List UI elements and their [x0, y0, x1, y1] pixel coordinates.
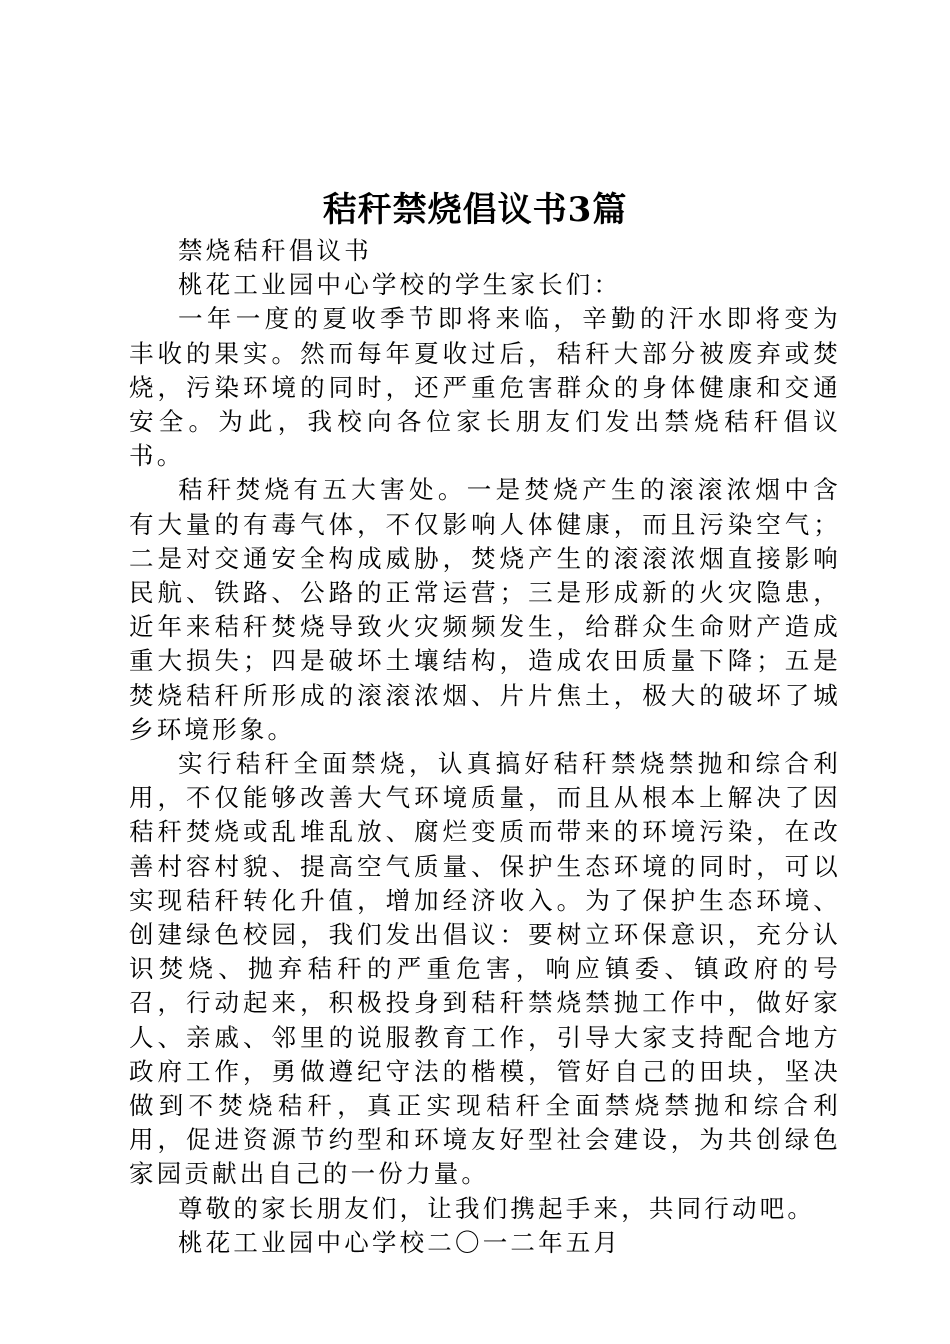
body-paragraph: 实行秸秆全面禁烧，认真搞好秸秆禁烧禁抛和综合利用，不仅能够改善大气环境质量，而且从根本上解决了因秸秆焚烧或乱堆乱放、腐烂变质而带来的环境污染，在改善村容村貌、提高空气质量、保护生态环境的同时，可以实现秸秆转化升值，增加经济收入。为了保护生态环境、创建绿色校园，我们发出倡议：要树立环保意识，充分认识焚烧、抛弃秸秆的严重危害，响应镇委、镇政府的号召，行动起来，积极投身到秸秆禁烧禁抛工作中，做好家人、亲戚、邻里的说服教育工作，引导大家支持配合地方政府工作，勇做遵纪守法的楷模，管好自己的田块，坚决做到不焚烧秸秆，真正实现秸秆全面禁烧禁抛和综合利用，促进资源节约型和环境友好型社会建设，为共创绿色家园贡献出自己的一份力量。	[129, 749, 841, 1189]
closing-paragraph: 尊敬的家长朋友们，让我们携起手来，共同行动吧。	[178, 1193, 816, 1223]
signature-paragraph: 桃花工业园中心学校二〇一二年五月	[178, 1227, 622, 1257]
document-body	[129, 234, 841, 1260]
body-paragraph: 秸秆焚烧有五大害处。一是焚烧产生的滚滚浓烟中含有大量的有毒气体，不仅影响人体健康，而且污染空气；二是对交通安全构成威胁，焚烧产生的滚滚浓烟直接影响民航、铁路、公路的正常运营；三是形成新的火灾隐患，近年来秸秆焚烧导致火灾频频发生，给群众生命财产造成重大损失；四是破坏土壤结构，造成农田质量下降；五是焚烧秸秆所形成的滚滚浓烟、片片焦土，极大的破坏了城乡环境形象。	[129, 475, 841, 744]
body-paragraph: 一年一度的夏收季节即将来临，辛勤的汗水即将变为丰收的果实。然而每年夏收过后，秸秆大部分被废弃或焚烧，污染环境的同时，还严重危害群众的身体健康和交通安全。为此，我校向各位家长朋友们发出禁烧秸秆倡议书。	[129, 304, 841, 471]
document-title: 秸秆禁烧倡议书3篇	[322, 190, 628, 230]
salutation-paragraph: 桃花工业园中心学校的学生家长们：	[178, 270, 622, 300]
subtitle-paragraph: 禁烧秸秆倡议书	[178, 236, 372, 265]
